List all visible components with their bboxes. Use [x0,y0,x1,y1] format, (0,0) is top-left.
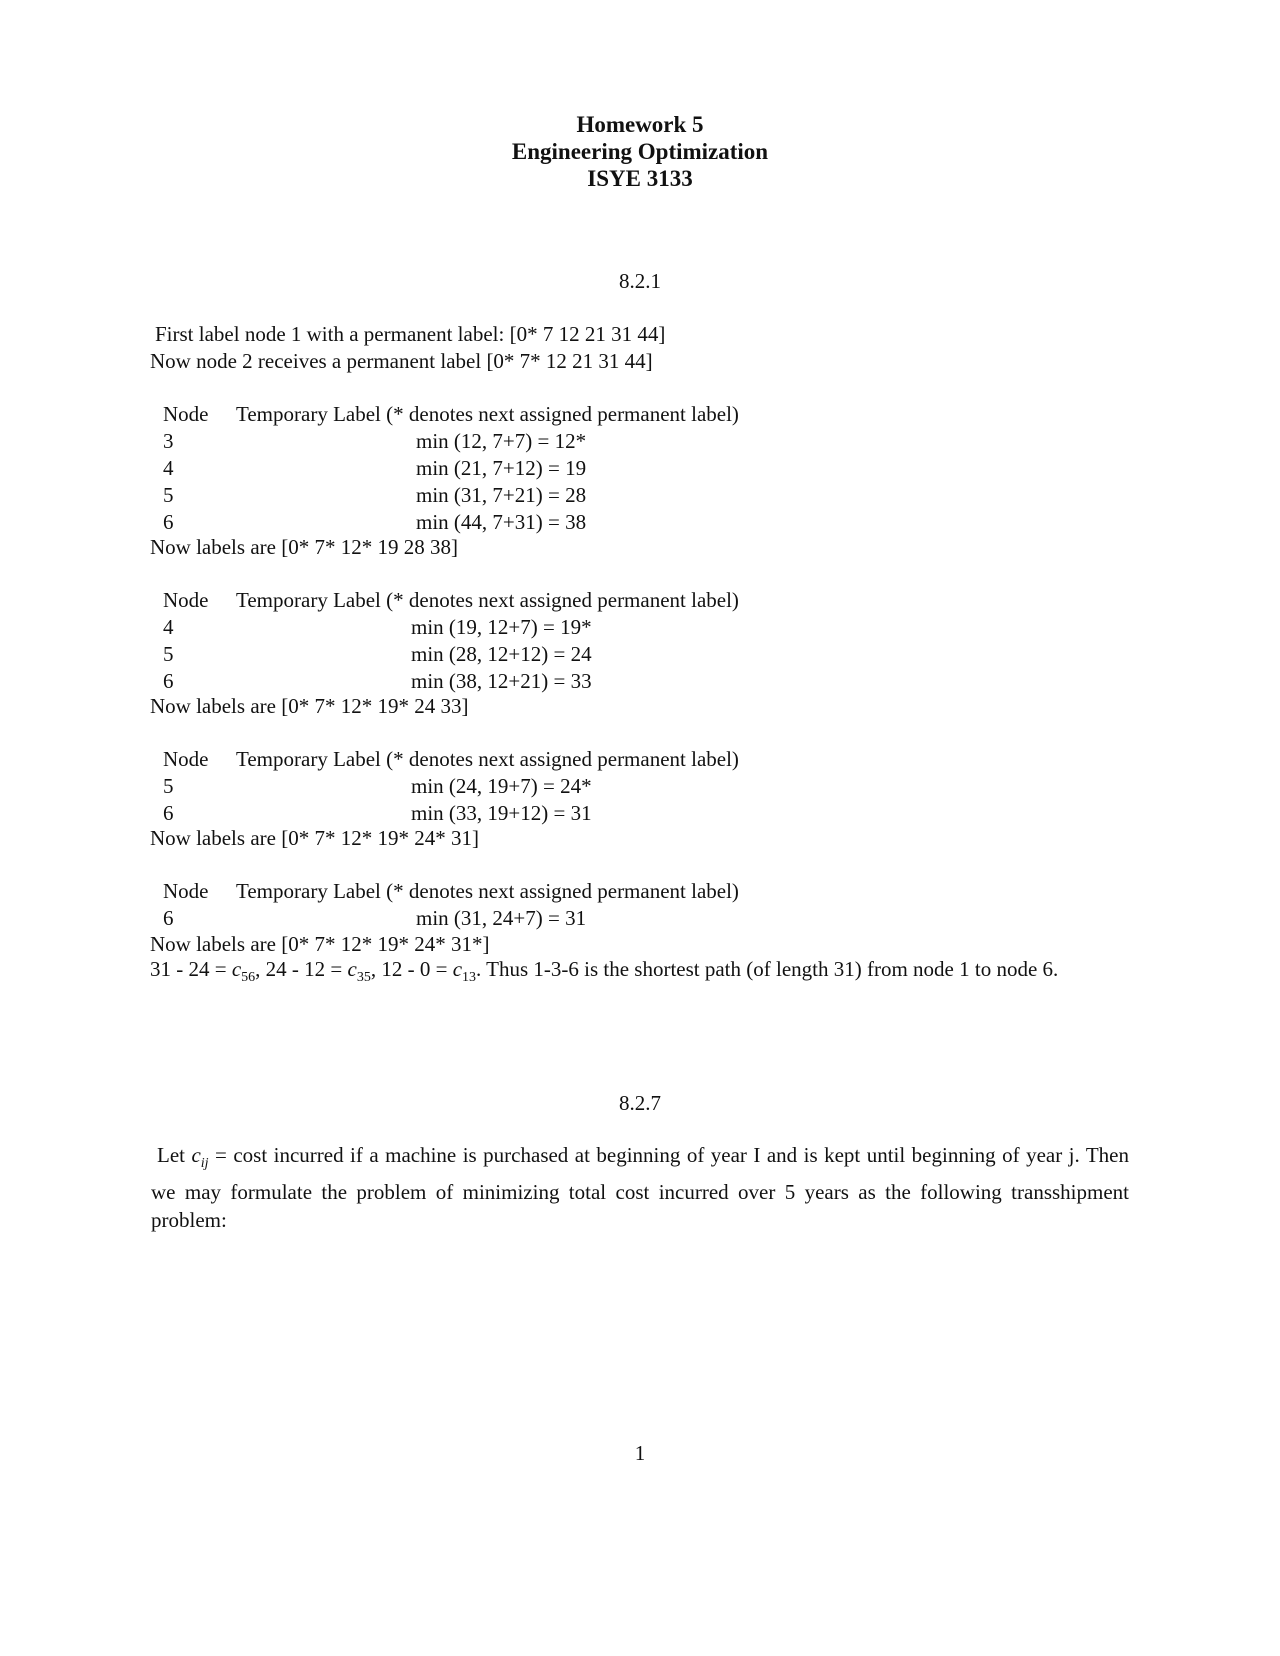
table-row-node: 5 [163,483,174,507]
table-row-expr: min (21, 7+12) = 19 [416,456,587,480]
table-header-label: Temporary Label (* denotes next assigned permanent label) [236,747,739,771]
table-row-expr: min (12, 7+7) = 12* [416,429,587,453]
section-heading-827: 8.2.7 [619,1091,661,1115]
result-line-3: Now labels are [0* 7* 12* 19* 24* 31] [150,826,479,850]
table-row-expr: min (19, 12+7) = 19* [411,615,592,639]
table-row-expr: min (31, 24+7) = 31 [416,906,587,930]
result-line-4: Now labels are [0* 7* 12* 19* 24* 31*] [150,932,490,956]
table-row-expr: min (33, 19+12) = 31 [411,801,592,825]
table-header-node: Node [163,747,209,771]
table-row-node: 6 [163,669,174,693]
intro-line-1: First label node 1 with a permanent label: [0* 7 12 21 31 44] [155,322,666,346]
table-header-label: Temporary Label (* denotes next assigned permanent label) [236,588,739,612]
table-row-expr: min (38, 12+21) = 33 [411,669,592,693]
table-row-node: 6 [163,906,174,930]
title-course: Engineering Optimization [511,139,769,164]
table-row-expr: min (31, 7+21) = 28 [416,483,587,507]
table-header-node: Node [163,879,209,903]
table-row-node: 5 [163,774,174,798]
page-number: 1 [634,1441,646,1465]
table-row-node: 4 [163,456,174,480]
table-row-node: 3 [163,429,174,453]
title-code: ISYE 3133 [587,166,693,191]
result-line-1: Now labels are [0* 7* 12* 19 28 38] [150,535,458,559]
table-header-label: Temporary Label (* denotes next assigned permanent label) [236,402,739,426]
table-row-expr: min (24, 19+7) = 24* [411,774,592,798]
table-row-node: 6 [163,510,174,534]
result-line-2: Now labels are [0* 7* 12* 19* 24 33] [150,694,469,718]
section-heading-821: 8.2.1 [619,269,661,293]
table-row-node: 6 [163,801,174,825]
section-827-paragraph: Let $c_{ij} = \cos t$ incurred if a machine is purchased at beginning of year I and is kept until beginning of year j. Then we may formulate the problem of minimizing total cost incurred over 5 years as the following transshipment problem: [151,1143,1129,1233]
table-header-node: Node [163,402,209,426]
table-header-label: Temporary Label (* denotes next assigned permanent label) [236,879,739,903]
table-header-node: Node [163,588,209,612]
conclusion-paragraph: $31 - 24 = c_{56}$, $24 - 12 = c_{35}$, $12 - 0 = c_{13}$. Thus 1-3-6 is the shortest path (of length 31) from node 1 to node 6. [150,957,1059,986]
table-row-expr: min (44, 7+31) = 38 [416,510,587,534]
intro-line-2: Now node 2 receives a permanent label [0* 7* 12 21 31 44] [150,349,653,373]
table-row-node: 5 [163,642,174,666]
title-homework: Homework 5 [576,112,704,137]
table-row-expr: min (28, 12+12) = 24 [411,642,592,666]
table-row-node: 4 [163,615,174,639]
